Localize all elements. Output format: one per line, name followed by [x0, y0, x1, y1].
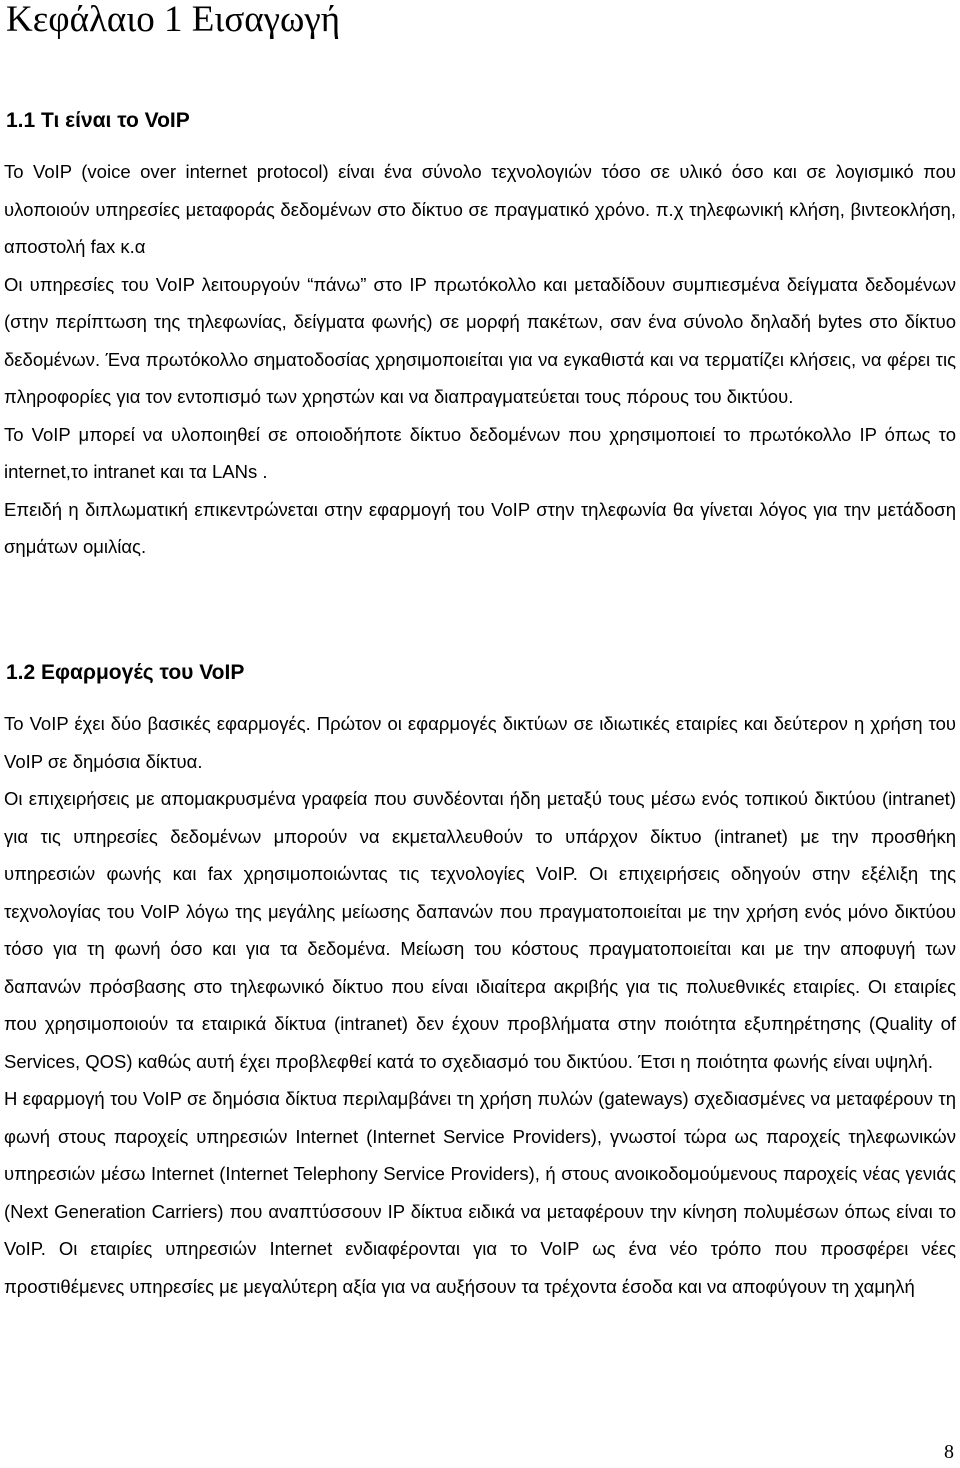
page-number: 8 — [944, 1441, 954, 1463]
paragraph: Το VoIP μπορεί να υλοποιηθεί σε οποιοδήποτε δίκτυο δεδομένων που χρησιμοποιεί το πρωτόκολλο IP όπως το internet,το intranet και τα LANs . — [4, 423, 956, 482]
section-1-1-body — [4, 153, 956, 566]
paragraph: Επειδή η διπλωματική επικεντρώνεται στην εφαρμογή του VoIP στην τηλεφωνία θα γίνεται λόγος για την μετάδοση σημάτων ομιλίας. — [4, 498, 956, 557]
paragraph: Το VoIP (voice over internet protocol) είναι ένα σύνολο τεχνολογιών τόσο σε υλικό όσο και σε λογισμικό που υλοποιούν υπηρεσίες μεταφοράς δεδομένων στο δίκτυο σε πραγματικό χρόνο. π.χ τηλεφωνική κλήση, βιντεοκλήση, αποστολή fax κ.α — [4, 161, 956, 257]
paragraph: Το VoIP έχει δύο βασικές εφαρμογές. Πρώτον οι εφαρμογές δικτύων σε ιδιωτικές εταιρίες και δεύτερον η χρήση του VoIP σε δημόσια δίκτυα. — [4, 713, 956, 772]
paragraph: Οι επιχειρήσεις με απομακρυσμένα γραφεία που συνδέονται ήδη μεταξύ τους μέσω ενός τοπικού δικτύου (intranet) για τις υπηρεσίες δεδομένων μπορούν να εκμεταλλευθούν το υπάρχον δίκτυο (intranet) με την προσθήκη υπηρεσιών φωνής και fax χρησιμοποιώντας τις τεχνολογίες VoIP. Οι επιχειρήσεις οδηγούν στην εξέλιξη της τεχνολογίας του VoIP λόγω της μεγάλης μείωσης δαπανών που πραγματοποιείται με την χρήση ενός μόνο δικτύου τόσο για τη φωνή όσο και για τα δεδομένα. Μείωση του κόστους πραγματοποιείται και με την αποφυγή των δαπανών πρόσβασης στο τηλεφωνικό δίκτυο που είναι ιδιαίτερα ακριβής για τις πολυεθνικές εταιρίες. Οι εταιρίες που χρησιμοποιούν τα εταιρικά δίκτυα (intranet) δεν έχουν προβλήματα στην ποιότητα εξυπηρέτησης (Quality of Services, QOS) καθώς αυτή έχει προβλεφθεί κατά το σχεδιασμό του δικτύου. Έτσι η ποιότητα φωνής είναι υψηλή. — [4, 788, 956, 1072]
paragraph: Οι υπηρεσίες του VoIP λειτουργούν “πάνω” στο IP πρωτόκολλο και μεταδίδουν συμπιεσμένα δείγματα δεδομένων (στην περίπτωση της τηλεφωνίας, δείγματα φωνής) σε μορφή πακέτων, σαν ένα σύνολο δηλαδή bytes στο δίκτυο δεδομένων. Ένα πρωτόκολλο σηματοδοσίας χρησιμοποιείται για να εγκαθιστά και να τερματίζει κλήσεις, να φέρει τις πληροφορίες για τον εντοπισμό των χρηστών και να διαπραγματεύεται τους πόρους του δικτύου. — [4, 273, 956, 407]
section-title-1-1: 1.1 Τι είναι το VoIP — [6, 109, 190, 132]
chapter-title: Κεφάλαιο 1 Εισαγωγή — [6, 0, 341, 40]
paragraph: Η εφαρμογή του VoIP σε δημόσια δίκτυα περιλαμβάνει τη χρήση πυλών (gateways) σχεδιασμένες να μεταφέρουν τη φωνή στους παροχείς υπηρεσιών Internet (Internet Service Providers), γνωστοί τώρα ως παροχείς τηλεφωνικών υπηρεσιών μέσω Internet (Internet Telephony Service Providers), ή στους ανοικοδομούμενους παροχείς νέας γενιάς (Next Generation Carriers) που αναπτύσσουν IP δίκτυα ειδικά να μεταφέρουν την κίνηση πολυμέσων όπως είναι το VoIP. Οι εταιρίες υπηρεσιών Internet ενδιαφέρονται για το VoIP ως ένα νέο τρόπο που προσφέρει νέες προστιθέμενες υπηρεσίες με μεγαλύτερη αξία για να αυξήσουν τα τρέχοντα έσοδα και να αποφύγουν τη χαμηλή — [4, 1088, 956, 1297]
section-title-1-2: 1.2 Εφαρμογές του VoIP — [6, 661, 245, 684]
section-1-2-body — [4, 705, 956, 1305]
